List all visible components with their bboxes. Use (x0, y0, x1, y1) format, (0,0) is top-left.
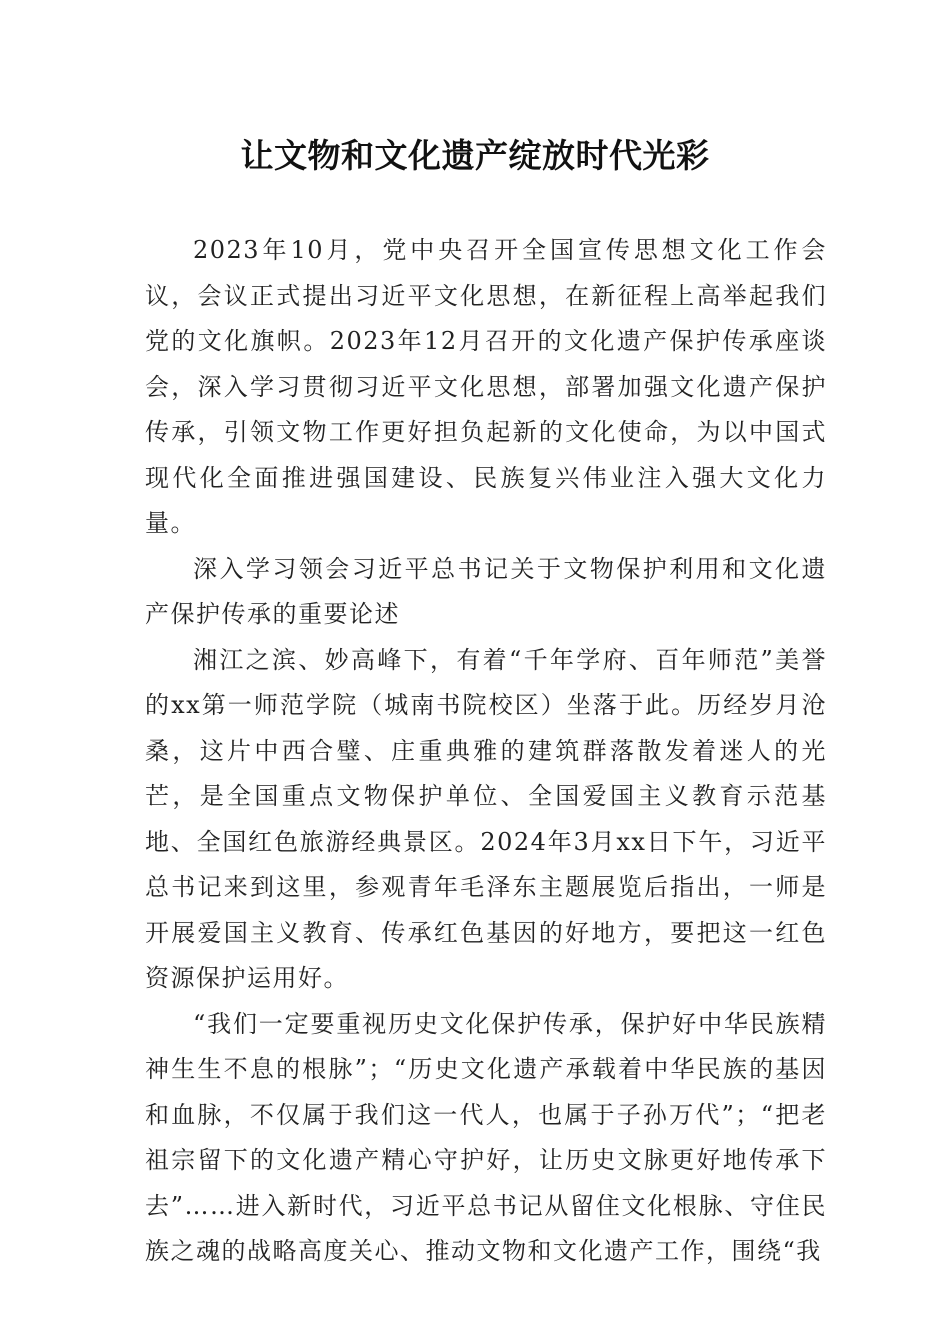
document-title: 让文物和文化遗产绽放时代光彩 (240, 136, 710, 175)
paragraph-section-heading: 深入学习领会习近平总书记关于文物保护利用和文化遗产保护传承的重要论述 (145, 554, 827, 628)
paragraph-first-normal-college: 湘江之滨、妙高峰下，有着“千年学府、百年师范”美誉的xx第一师范学院（城南书院校区）坐落于此。历经岁月沧桑，这片中西合璧、庄重典雅的建筑群落散发着迷人的光芒，是全国重点文物保护单位、全国爱国主义教育示范基地、全国红色旅游经典景区。2024年3月xx日下午，习近平总书记来到这里，参观青年毛泽东主题展览后指出，一师是开展爱国主义教育、传承红色基因的好地方，要把这一红色资源保护运用好。 (145, 645, 827, 992)
paragraph-quotes: “我们一定要重视历史文化保护传承，保护好中华民族精神生生不息的根脉”；“历史文化遗产承载着中华民族的基因和血脉，不仅属于我们这一代人，也属于子孙万代”；“把老祖宗留下的文化遗产精心守护好，让历史文脉更好地传承下去”……进入新时代，习近平总书记从留住文化根脉、守住民族之魂的战略高度关心、推动文物和文化遗产工作，围绕“我 (145, 1009, 827, 1265)
document-body (145, 228, 827, 1275)
paragraph-intro: 2023年10月，党中央召开全国宣传思想文化工作会议，会议正式提出习近平文化思想，在新征程上高举起我们党的文化旗帜。2023年12月召开的文化遗产保护传承座谈会，深入学习贯彻习近平文化思想，部署加强文化遗产保护传承，引领文物工作更好担负起新的文化使命，为以中国式现代化全面推进强国建设、民族复兴伟业注入强大文化力量。 (145, 236, 827, 537)
